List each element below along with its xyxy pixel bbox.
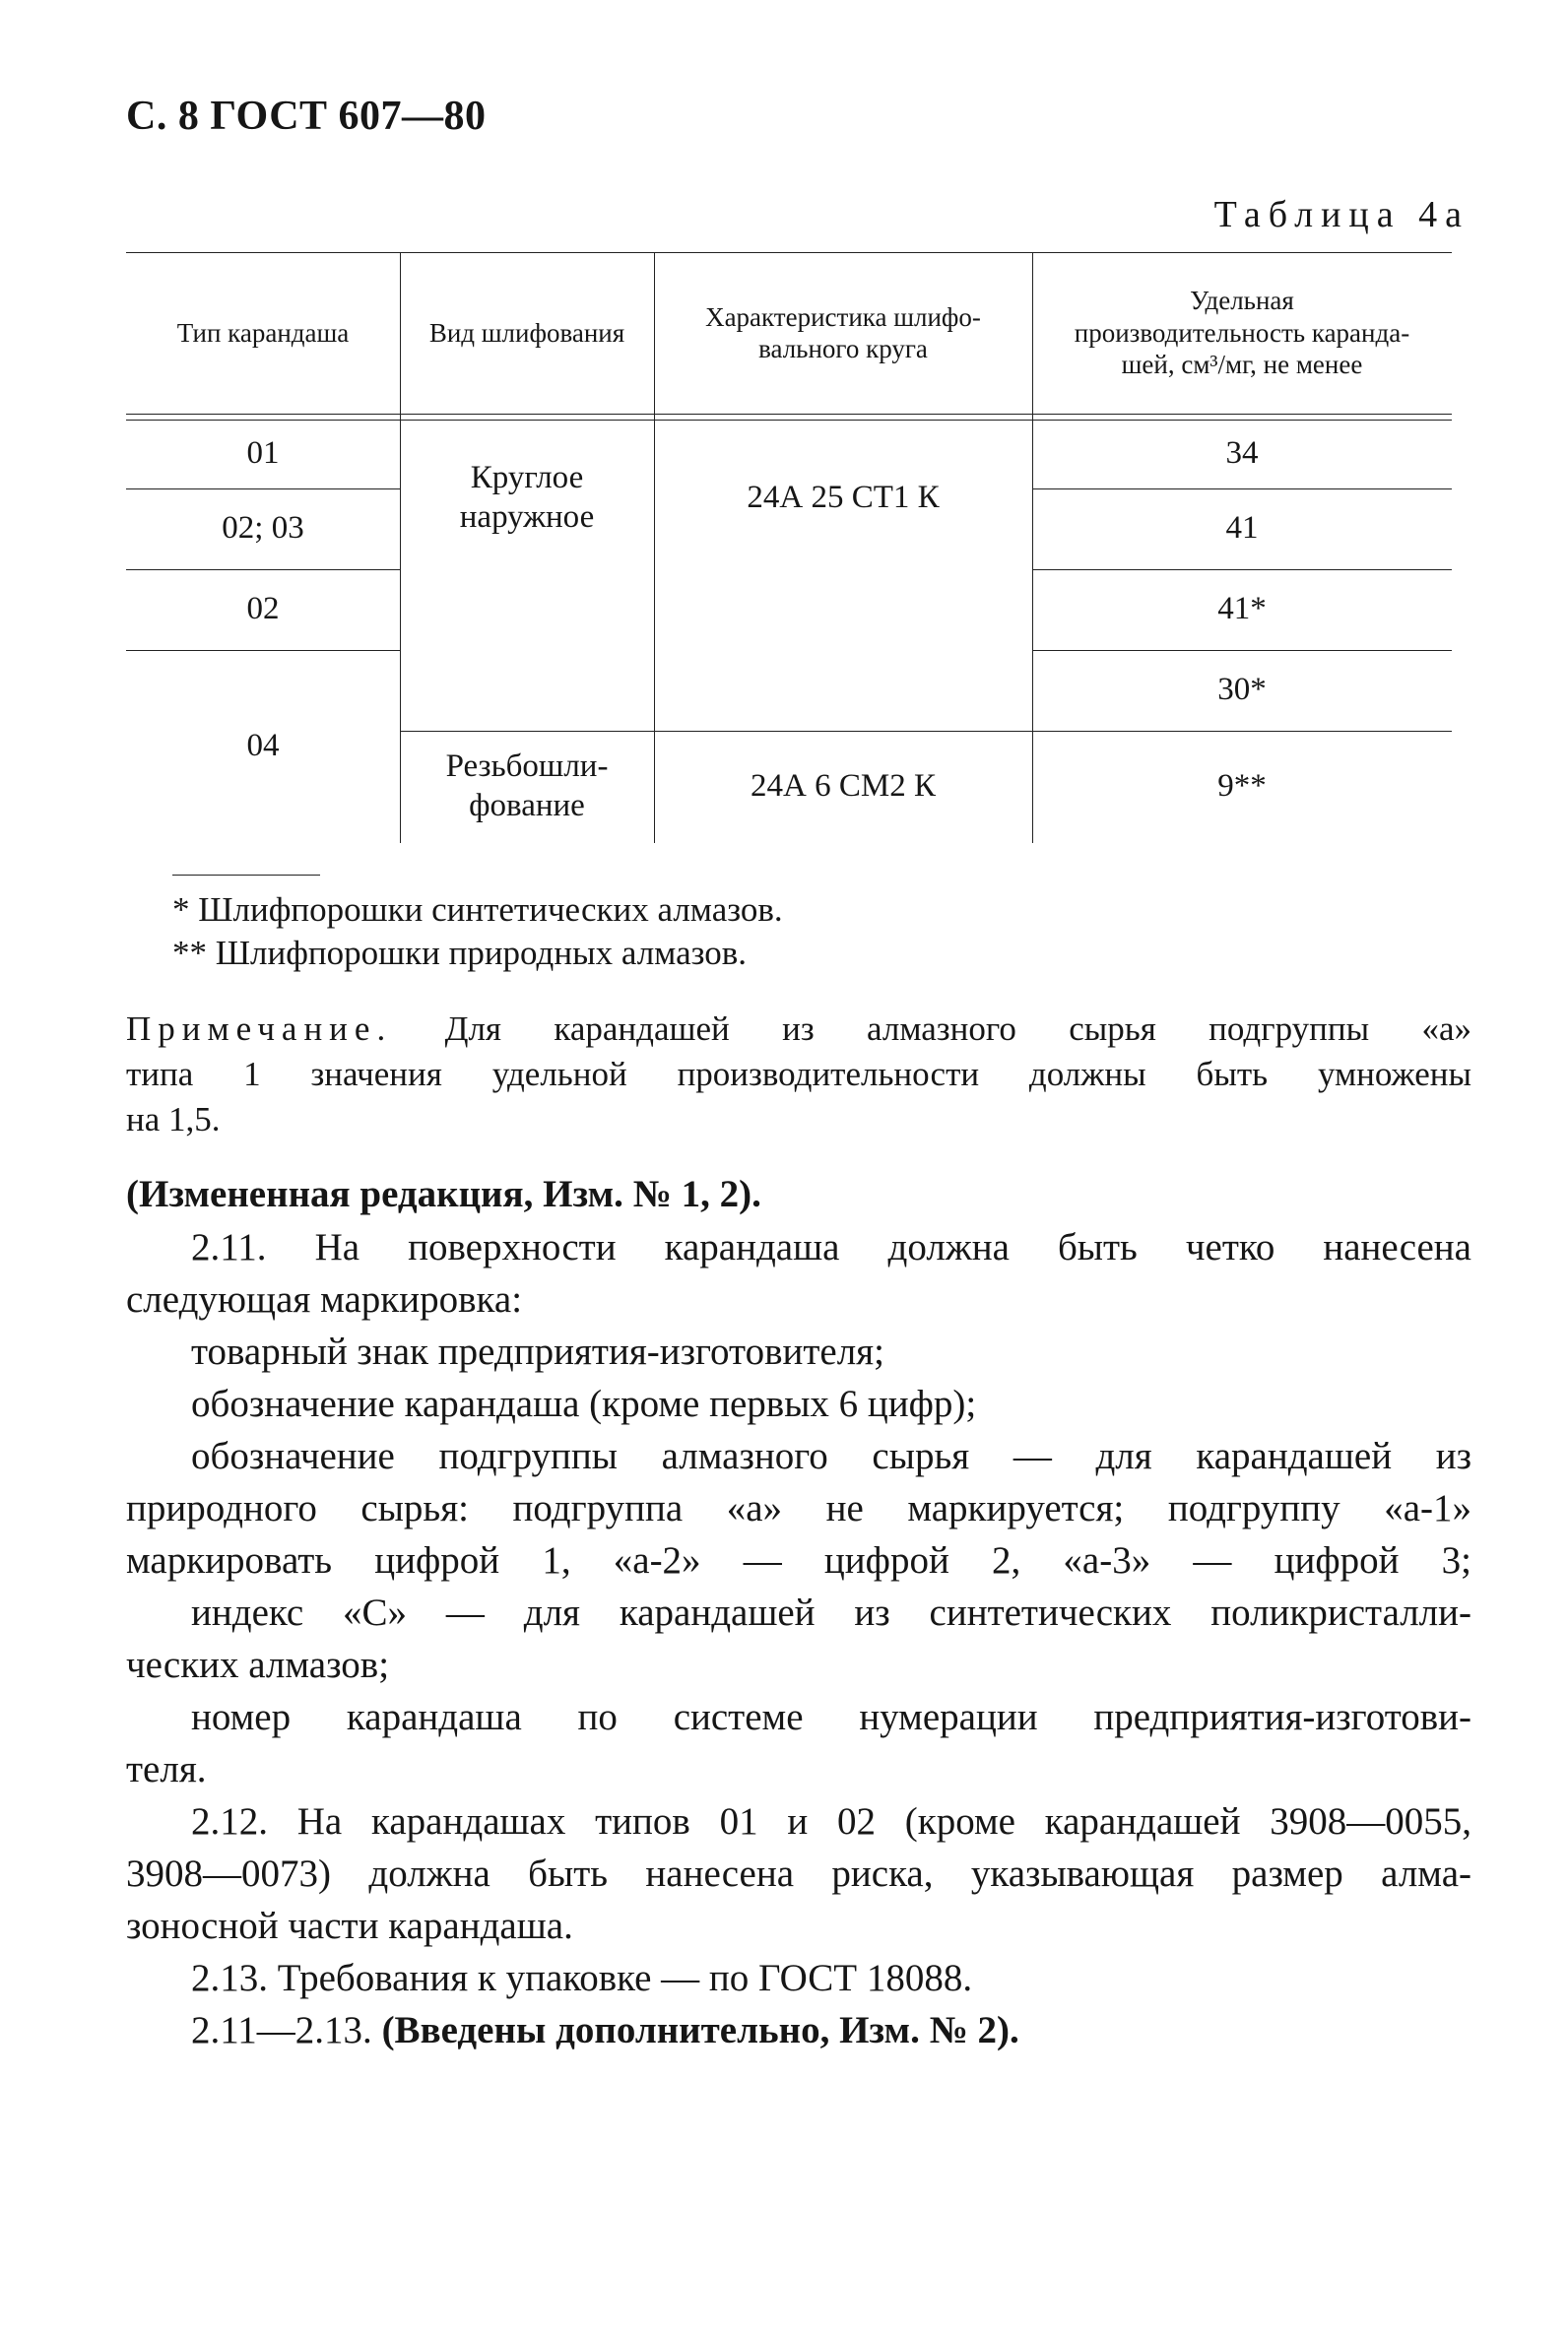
- grinding-type-thread-line2: фование: [469, 788, 585, 823]
- p213: 2.13. Требования к упаковке — по ГОСТ 18088.: [191, 1957, 973, 1999]
- list-item-5-line-2: теля.: [126, 1748, 207, 1790]
- col-header-wheel: [654, 252, 1032, 414]
- table-row: 04: [246, 728, 280, 764]
- note-line-2: типа 1 значения удельной производительности должны быть умножены: [126, 1055, 1471, 1093]
- list-item-5-line-1: номер карандаша по системе нумерации предприятия-изготови-: [191, 1696, 1471, 1738]
- amendment-1: (Измененная редакция, Изм. № 1, 2).: [126, 1173, 761, 1215]
- footnote-rule: [172, 875, 320, 876]
- col-header-grinding: Вид шлифования: [428, 317, 625, 348]
- grinding-type-round-line1: Круглое: [470, 460, 584, 496]
- productivity-value: 34: [1225, 435, 1259, 472]
- list-item-3-line-3: маркировать цифрой 1, «а-2» — цифрой 2, «а-3» — цифрой 3;: [126, 1539, 1471, 1582]
- footnote-2: ** Шлифпорошки природных алмазов.: [172, 934, 748, 972]
- productivity-value: 41: [1225, 510, 1259, 547]
- list-item-3-line-1: обозначение подгруппы алмазного сырья — для карандашей из: [191, 1435, 1471, 1477]
- p211-line-2: следующая маркировка:: [126, 1278, 523, 1321]
- note-text-1: Для карандашей из алмазного сырья подгруппы «а»: [444, 1009, 1471, 1048]
- grinding-type-thread: [400, 731, 654, 843]
- p211-line-1: 2.11. На поверхности карандаша должна быть четко нанесена: [191, 1226, 1471, 1268]
- amendment-2-bold: (Введены дополнительно, Изм. № 2).: [381, 2009, 1019, 2051]
- wheel-characteristic-1: 24А 25 СТ1 К: [747, 480, 940, 516]
- p212-line-1: 2.12. На карандашах типов 01 и 02 (кроме карандашей 3908—0055,: [191, 1800, 1471, 1843]
- table-row: 02: [246, 591, 280, 627]
- table-row: 01: [246, 435, 280, 472]
- p212-line-3: зоносной части карандаша.: [126, 1905, 573, 1947]
- grinding-type-round-line2: наружное: [459, 499, 595, 535]
- amendment-2: [191, 2004, 1471, 2056]
- productivity-value: 30*: [1217, 672, 1267, 708]
- wheel-characteristic-2: 24А 6 СМ2 К: [751, 768, 936, 805]
- footnote-1: * Шлифпорошки синтетических алмазов.: [172, 890, 783, 929]
- list-item-3-line-2: природного сырья: подгруппа «а» не маркируется; подгруппу «а-1»: [126, 1487, 1471, 1529]
- table-row: 02; 03: [222, 510, 304, 547]
- list-item-4-line-2: ческих алмазов;: [126, 1644, 390, 1686]
- list-item-4-line-1: индекс «С» — для карандашей из синтетических поликристалли-: [191, 1592, 1471, 1634]
- page-header: С. 8 ГОСТ 607—80: [126, 94, 487, 139]
- col-header-wheel-line2: вального круга: [758, 334, 928, 363]
- productivity-value: 41*: [1217, 591, 1267, 627]
- col-header-wheel-line1: Характеристика шлифо-: [705, 301, 981, 332]
- col-header-productivity-line1: Удельная: [1190, 286, 1294, 316]
- note-line-3: на 1,5.: [126, 1100, 221, 1138]
- amendment-2-prefix: 2.11—2.13.: [191, 2009, 372, 2051]
- p212-line-2: 3908—0073) должна быть нанесена риска, указывающая размер алма-: [126, 1852, 1471, 1895]
- grinding-type-thread-line1: Резьбошли-: [445, 748, 609, 785]
- list-item-2: обозначение карандаша (кроме первых 6 цифр);: [191, 1383, 977, 1425]
- list-item-1: товарный знак предприятия-изготовителя;: [191, 1331, 884, 1373]
- productivity-value: 9**: [1217, 768, 1267, 805]
- data-table: [126, 252, 1452, 843]
- col-header-productivity: [1032, 252, 1452, 414]
- table-caption: Таблица 4а: [1213, 194, 1470, 235]
- col-header-productivity-line2: производительность каранда-: [1074, 317, 1410, 348]
- col-header-type: Тип карандаша: [176, 317, 350, 348]
- grinding-type-round: [400, 420, 654, 577]
- note-label: Примечание.: [126, 1009, 393, 1048]
- note-line-1: [126, 1007, 1471, 1052]
- col-header-productivity-line3: шей, см³/мг, не менее: [1121, 350, 1363, 380]
